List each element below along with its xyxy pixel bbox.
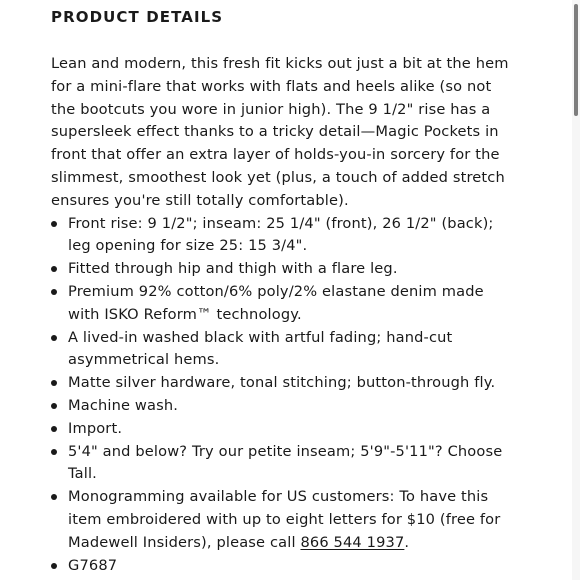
bullet-dot-icon [51,494,57,500]
bullet-dot-icon [51,380,57,386]
list-item [51,395,511,418]
list-item [51,327,511,373]
bullet-dot-icon [51,221,57,227]
monogram-text-end: . [404,533,410,551]
list-item-text: Matte silver hardware, tonal stitching; button-through fly. [68,374,496,392]
bullet-dot-icon [51,266,57,272]
bullet-dot-icon [51,403,57,409]
list-item-text: Import. [68,419,123,437]
bullet-dot-icon [51,449,57,455]
product-details-content [51,53,511,577]
scrollbar-thumb[interactable] [574,4,578,116]
style-code-item [51,555,511,578]
product-description: Lean and modern, this fresh fit kicks out just a bit at the hem for a mini-flare that works with flats and heels alike (so not the bootcuts you wore in junior high). The 9 1/2" rise has a supersleek effect thanks to a tricky detail—Magic Pockets in front that offer an extra layer of holds-you-in sorcery for the slimmest, smoothest look yet (plus, a touch of added stretch ensures you're still totally comfortable). [51,55,509,209]
bullet-dot-icon [51,426,57,432]
list-item-text: Fitted through hip and thigh with a flare leg. [68,260,398,278]
list-item-text: Front rise: 9 1/2"; inseam: 25 1/4" (front), 26 1/2" (back); leg opening for size 25: 15 3/4". [68,214,494,255]
list-item [51,258,511,281]
bullet-dot-icon [51,335,57,341]
section-heading: PRODUCT DETAILS [51,8,224,26]
list-item-text: A lived-in washed black with artful fading; hand-cut asymmetrical hems. [68,328,453,369]
monogram-text: Monogramming available for US customers: To have this item embroidered with up to eight letters for $10 (free for Madewell Insiders), please call [68,488,501,551]
scrollbar-track[interactable] [572,0,580,580]
list-item [51,281,511,327]
list-item [51,418,511,441]
style-code: G7687 [68,556,118,574]
list-item [51,441,511,487]
list-item [51,372,511,395]
list-item-text: Premium 92% cotton/6% poly/2% elastane denim made with ISKO Reform™ technology. [68,282,484,323]
bullet-dot-icon [51,563,57,569]
product-details-list [51,213,511,578]
list-item-text: 5'4" and below? Try our petite inseam; 5'9"-5'11"? Choose Tall. [68,442,503,483]
list-item-text: Machine wash. [68,396,179,414]
phone-number-link[interactable]: 866 544 1937 [300,533,405,551]
list-item [51,213,511,259]
monogram-item [51,486,511,554]
bullet-dot-icon [51,289,57,295]
